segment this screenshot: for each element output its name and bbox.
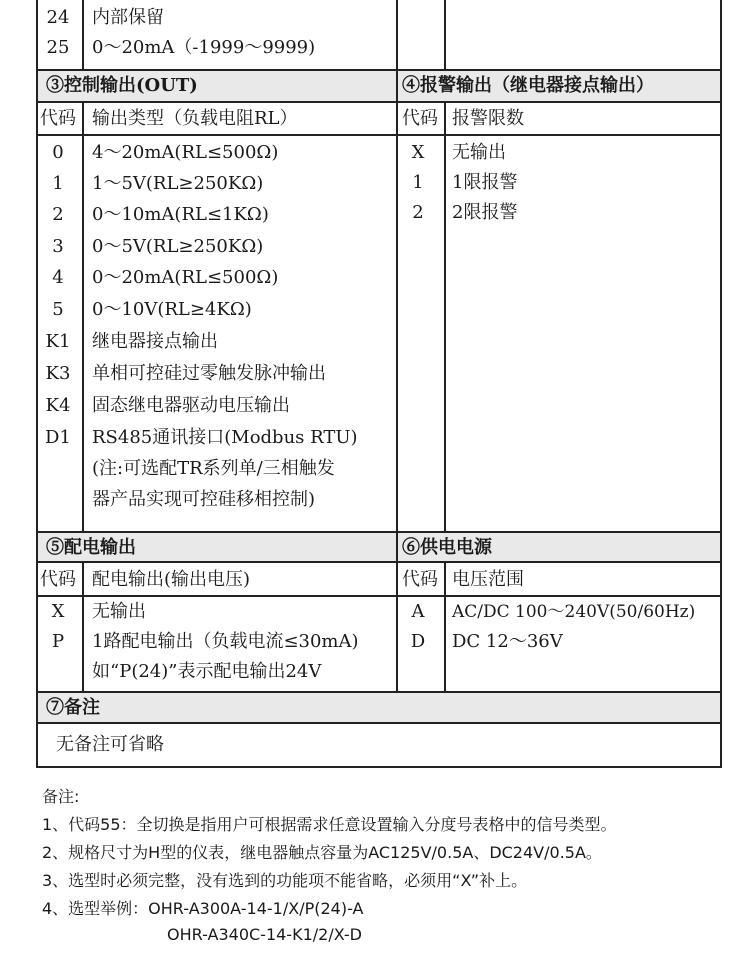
section4-row-label: 2限报警 bbox=[452, 202, 518, 223]
section6-row-label: AC/DC 100～240V(50/60Hz) bbox=[452, 602, 696, 622]
section5-col-type: 配电输出(输出电压) bbox=[92, 569, 251, 590]
divider bbox=[396, 69, 398, 531]
section3-title: ③控制输出(OUT) bbox=[46, 75, 198, 96]
note-item: 1、代码55：全切换是指用户可根据需求任意设置输入分度号表格中的信号类型。 bbox=[42, 815, 617, 834]
section3-row-code: K4 bbox=[45, 395, 71, 416]
section5-row-label: 无输出 bbox=[92, 601, 146, 622]
section4-row-label: 无输出 bbox=[452, 142, 506, 163]
row-label: 0～20mA（-1999～9999) bbox=[92, 37, 316, 58]
section3-row-label: 固态继电器驱动电压输出 bbox=[92, 395, 290, 416]
section7-title: ⑦备注 bbox=[46, 697, 100, 718]
section3-row-label: RS485通讯接口(Modbus RTU) bbox=[92, 427, 358, 448]
divider bbox=[36, 101, 722, 103]
section3-col-code: 代码 bbox=[40, 108, 76, 129]
note-item: OHR-A340C-14-K1/2/X-D bbox=[167, 925, 362, 944]
section3-row-label: 1～5V(RL≥250KΩ) bbox=[92, 173, 264, 194]
section3-row-label: 继电器接点输出 bbox=[92, 331, 218, 352]
section4-row-code: X bbox=[411, 142, 425, 163]
section3-row-code: 3 bbox=[52, 236, 64, 257]
notes-heading: 备注: bbox=[42, 787, 80, 806]
section3-row-label: 单相可控硅过零触发脉冲输出 bbox=[92, 363, 326, 384]
section7-text: 无备注可省略 bbox=[56, 734, 164, 755]
divider bbox=[444, 101, 446, 531]
section4-row-code: 2 bbox=[412, 202, 424, 223]
note-item: 4、选型举例：OHR-A300A-14-1/X/P(24)-A bbox=[42, 899, 364, 918]
divider bbox=[82, 561, 84, 691]
section5-title: ⑤配电输出 bbox=[46, 537, 136, 558]
section4-title: ④报警输出（继电器接点输出） bbox=[402, 75, 654, 96]
divider bbox=[36, 134, 722, 136]
section5-row-code: X bbox=[51, 601, 65, 622]
divider bbox=[82, 0, 84, 69]
section4-col-type: 报警限数 bbox=[452, 108, 524, 129]
section3-row-label: 0～20mA(RL≤500Ω) bbox=[92, 267, 279, 288]
row-code: 25 bbox=[46, 37, 70, 58]
section3-row-code: 1 bbox=[52, 173, 64, 194]
section3-col-type: 输出类型（负载电阻RL） bbox=[92, 108, 298, 129]
section6-row-label: DC 12～36V bbox=[452, 631, 563, 652]
section4-row-code: 1 bbox=[412, 172, 424, 193]
note-item: 2、规格尺寸为H型的仪表，继电器触点容量为AC125V/0.5A、DC24V/0.5A。 bbox=[42, 843, 602, 862]
divider bbox=[36, 531, 722, 533]
section7-header-band bbox=[38, 693, 720, 722]
divider bbox=[444, 0, 446, 69]
divider bbox=[82, 101, 84, 531]
section3-row-label: 0～5V(RL≥250KΩ) bbox=[92, 236, 264, 257]
section3-row-code: K3 bbox=[45, 363, 71, 384]
section6-row-code: A bbox=[411, 601, 425, 622]
section3-row-label: 0～10mA(RL≤1KΩ) bbox=[92, 204, 269, 225]
section6-col-type: 电压范围 bbox=[452, 569, 524, 590]
section3-row-label: 0～10V(RL≥4KΩ) bbox=[92, 299, 252, 320]
section3-row-code: K1 bbox=[45, 331, 71, 352]
section4-row-label: 1限报警 bbox=[452, 172, 518, 193]
section5-col-code: 代码 bbox=[40, 569, 76, 590]
section5-row-code: P bbox=[51, 631, 65, 652]
divider bbox=[36, 561, 722, 563]
divider bbox=[36, 595, 722, 597]
section3-row-code: D1 bbox=[45, 427, 71, 448]
section5-row-label: 1路配电输出（负载电流≤30mA) bbox=[92, 631, 359, 652]
section3-row-label: (注:可选配TR系列单/三相触发 bbox=[92, 458, 335, 479]
divider bbox=[36, 691, 722, 693]
divider bbox=[36, 69, 722, 71]
section5-row-label: 如“P(24)”表示配电输出24V bbox=[92, 661, 322, 682]
section3-row-code: 0 bbox=[52, 142, 64, 163]
divider bbox=[36, 722, 722, 724]
section6-title: ⑥供电电源 bbox=[402, 537, 492, 558]
divider bbox=[444, 561, 446, 691]
section3-row-code: 5 bbox=[52, 299, 64, 320]
section3-row-code: 2 bbox=[52, 204, 64, 225]
note-item: 3、选型时必须完整，没有选到的功能项不能省略，必须用“X”补上。 bbox=[42, 871, 528, 890]
section4-col-code: 代码 bbox=[402, 108, 438, 129]
section6-row-code: D bbox=[410, 631, 426, 652]
section3-row-label: 4～20mA(RL≤500Ω) bbox=[92, 142, 279, 163]
row-code: 24 bbox=[46, 7, 70, 28]
section6-col-code: 代码 bbox=[402, 569, 438, 590]
divider bbox=[396, 0, 398, 69]
section3-row-label: 器产品实现可控硅移相控制) bbox=[92, 489, 316, 510]
section3-row-code: 4 bbox=[52, 267, 64, 288]
row-label: 内部保留 bbox=[92, 7, 164, 28]
